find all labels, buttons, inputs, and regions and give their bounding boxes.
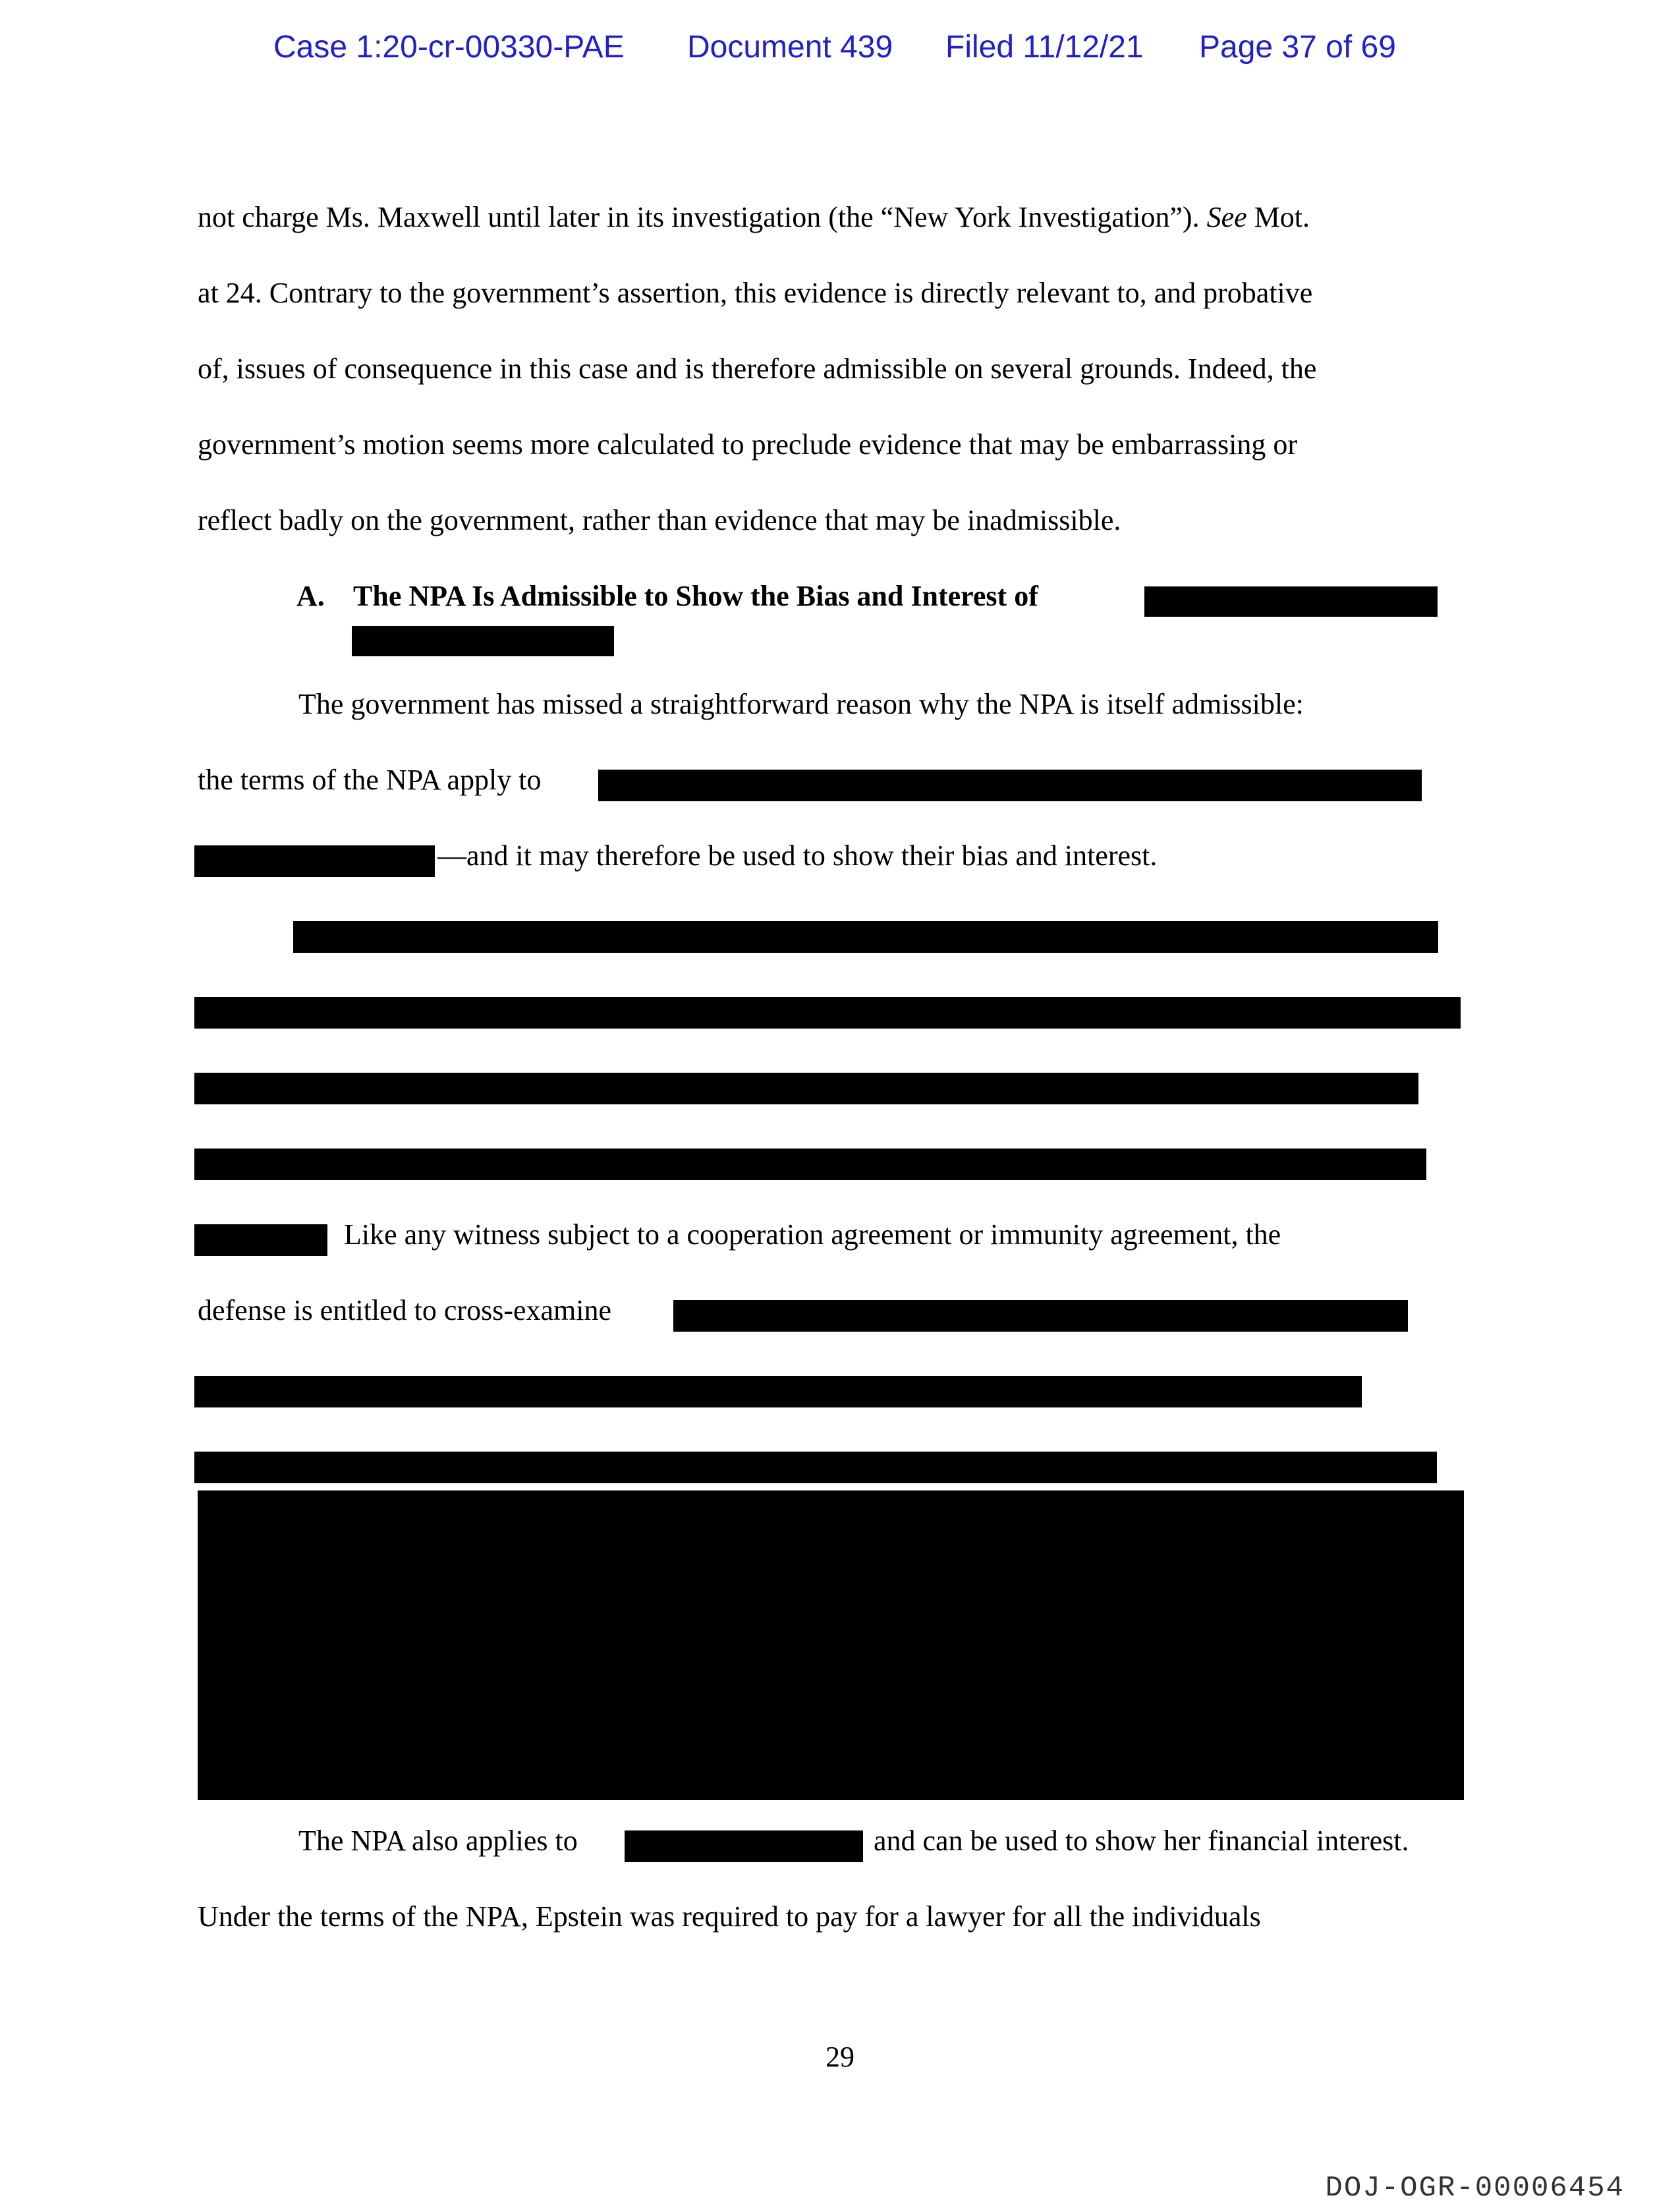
bates-number: DOJ-OGR-00006454 [1325, 2172, 1625, 2205]
filed-date: Filed 11/12/21 [945, 30, 1144, 65]
heading-text: The NPA Is Admissible to Show the Bias and Interest of [353, 580, 1038, 612]
paragraph-line: the terms of the NPA apply to [198, 764, 542, 796]
case-number: Case 1:20-cr-00330-PAE [273, 30, 625, 65]
document-number: Document 439 [687, 30, 893, 65]
redaction-box [194, 1073, 1418, 1104]
redaction-box [293, 921, 1438, 953]
citation-signal: See [1206, 201, 1247, 233]
paragraph-line: —and it may therefore be used to show their bias and interest. [437, 839, 1158, 872]
paragraph-line: The NPA also applies to [298, 1825, 578, 1857]
redaction-box [1144, 586, 1438, 617]
section-heading [296, 578, 1038, 615]
redaction-box [625, 1830, 863, 1862]
redaction-box [194, 1376, 1362, 1407]
text-segment: Mot. [1246, 201, 1310, 233]
page-count: Page 37 of 69 [1199, 30, 1396, 65]
redaction-box [673, 1300, 1408, 1332]
paragraph-line: of, issues of consequence in this case and is therefore admissible on several grounds. Indeed, the [198, 353, 1317, 385]
redaction-box [194, 845, 435, 877]
paragraph-line: Like any witness subject to a cooperation agreement or immunity agreement, the [344, 1218, 1281, 1251]
paragraph-line: The government has missed a straightforward reason why the NPA is itself admissible: [298, 688, 1304, 720]
redaction-box [352, 626, 614, 656]
redaction-box [194, 997, 1461, 1029]
paragraph-line: at 24. Contrary to the government’s assertion, this evidence is directly relevant to, and probative [198, 277, 1313, 309]
redaction-block [198, 1490, 1464, 1800]
paragraph-line: government’s motion seems more calculated to preclude evidence that may be embarrassing or [198, 428, 1297, 461]
text-segment: not charge Ms. Maxwell until later in its investigation (the “New York Investigation”). [198, 201, 1207, 233]
heading-letter: A. [296, 580, 325, 612]
redaction-box [194, 1149, 1426, 1180]
paragraph-line: Under the terms of the NPA, Epstein was required to pay for a lawyer for all the individuals [198, 1900, 1261, 1933]
paragraph-line: defense is entitled to cross-examine [198, 1294, 612, 1326]
redaction-box [194, 1452, 1437, 1483]
paragraph-line: reflect badly on the government, rather than evidence that may be inadmissible. [198, 504, 1121, 536]
redaction-box [194, 1224, 327, 1256]
filing-header [0, 29, 1680, 75]
paragraph-line [198, 199, 1310, 236]
redaction-box [598, 770, 1422, 801]
paragraph-line: and can be used to show her financial interest. [874, 1825, 1409, 1857]
page-number: 29 [826, 2041, 854, 2073]
